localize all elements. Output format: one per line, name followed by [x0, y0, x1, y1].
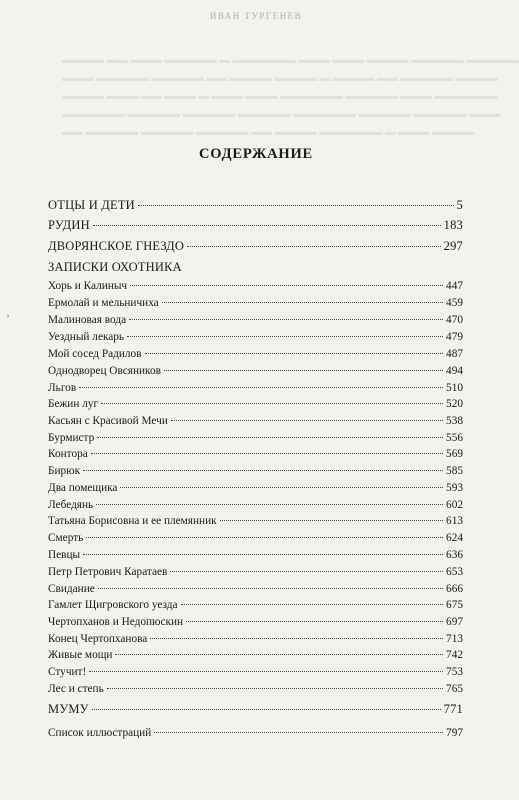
toc-entry-page: 797: [446, 727, 463, 739]
toc-entry: [48, 239, 463, 254]
toc-entry: [48, 683, 463, 695]
toc-entry-title: Конец Чертопханова: [48, 633, 148, 645]
toc-entry: [48, 260, 463, 275]
toc-entry-page: 666: [446, 583, 463, 595]
toc-entry-page: 742: [446, 649, 463, 661]
toc-entry: [48, 499, 463, 511]
toc-entry-title: Льгов: [48, 382, 77, 394]
toc-entry: [48, 566, 463, 578]
dot-leader: [96, 504, 443, 505]
toc-entry-page: 713: [446, 633, 463, 645]
toc-entry-page: 602: [446, 499, 463, 511]
dot-leader: [83, 470, 443, 471]
dot-leader: [97, 437, 443, 438]
book-page: ИВАН ТУРГЕНЕВ ▬▬▬▬ ▬▬ ▬▬▬ ▬▬▬▬▬ ▬ ▬▬▬▬▬▬ ▬▬▬ ▬▬▬ ▬▬▬▬ ▬▬▬▬▬ ▬▬▬▬▬ ▬▬▬ ▬▬▬▬▬ ▬▬▬▬▬ ▬▬ ▬▬▬▬ ▬▬▬▬ ▬ ▬▬▬▬ ▬▬ ▬▬▬▬▬ ▬▬▬▬ ▬▬▬▬ ▬▬▬ ▬▬ ▬▬▬ ▬ ▬▬▬ ▬▬▬ ▬▬▬▬▬▬ ▬▬▬▬▬ ▬▬▬ ▬▬▬▬▬▬ ▬▬▬▬▬▬ ▬▬▬▬▬ ▬▬▬▬▬ ▬▬▬▬▬ ▬▬▬▬▬▬ ▬▬▬▬▬ ▬▬▬▬▬ ▬▬▬ ▬▬ ▬▬▬▬▬ ▬▬▬▬▬ ▬▬▬▬▬ ▬▬ ▬▬▬▬ ▬▬▬▬▬▬ ▬ ▬▬▬ ▬▬▬▬ СОДЕРЖАНИЕ ОТЦЫ И ДЕТИ 5 РУДИН 183 ДВОРЯНСКОЕ ГНЕЗДО 297 ЗАПИСКИ ОХОТНИКА Хорь и Калиныч 447 Ермолай и мельничиха 459 Малиновая вода 470 Уездный лекарь 479 Мой сосед Радилов 487 Однодворец Овсяников 494 Льгов 510 Бежин луг 520 Касьян с Красивой Мечи 538 Бурмистр 556 Контора 569 Бирюк 585 Два помещика 593 Лебедянь 602 Татьяна Борисовна и ее племянник 613 Смерть 624 Певцы 636 Петр Петрович Каратаев 653 Свидание 666 Гамлет Щигровского уезда 675 Чертопханов и Недопюскин 697 Конец Чертопханова 713 Живые мощи 742 Стучит! 753 Лес и степь 765 МУМУ 771 Список иллюстраций 797 ʼ: [0, 0, 512, 800]
dot-leader: [162, 302, 443, 303]
toc-entry-title: ЗАПИСКИ ОХОТНИКА: [48, 260, 182, 274]
toc-entry-page: 459: [446, 297, 463, 309]
toc-entry-title: МУМУ: [48, 702, 89, 716]
dot-leader: [145, 353, 444, 354]
toc-entry-title: Касьян с Красивой Мечи: [48, 415, 168, 427]
toc-entry-title: Мой сосед Радилов: [48, 348, 142, 360]
toc-entry: [48, 331, 463, 343]
toc-entry: [48, 633, 463, 645]
toc-entry: [48, 549, 463, 561]
toc-entry-page: 510: [446, 382, 463, 394]
toc-entry-page: 297: [443, 239, 463, 253]
toc-entry-title: ОТЦЫ И ДЕТИ: [48, 198, 135, 212]
toc-entry-page: 697: [446, 616, 463, 628]
toc-entry-page: 585: [446, 465, 463, 477]
toc-entry: [48, 649, 463, 661]
toc-entry: [48, 198, 463, 213]
toc-entry: [48, 448, 463, 460]
dot-leader: [101, 403, 443, 404]
toc-entry-page: 624: [446, 532, 463, 544]
toc-entry-page: 653: [446, 566, 463, 578]
dot-leader: [171, 420, 443, 421]
toc-entry-title: Смерть: [48, 532, 84, 544]
toc-entry: [48, 532, 463, 544]
toc-entry-page: 479: [446, 331, 463, 343]
dot-leader: [181, 604, 444, 605]
toc-entry: [48, 382, 463, 394]
dot-leader: [130, 285, 443, 286]
toc-entry: [48, 365, 463, 377]
toc-entry: [48, 583, 463, 595]
toc-entry-page: 569: [446, 448, 463, 460]
dot-leader: [187, 246, 441, 247]
toc-entry: [48, 666, 463, 678]
dot-leader: [220, 520, 443, 521]
toc-entry-page: 487: [446, 348, 463, 360]
dot-leader: [86, 537, 443, 538]
toc-entry-title: Однодворец Овсяников: [48, 365, 161, 377]
margin-mark: ʼ: [6, 312, 10, 326]
toc-entry: [48, 727, 463, 739]
toc-entry-page: 675: [446, 599, 463, 611]
dot-leader: [98, 588, 443, 589]
dot-leader: [129, 319, 443, 320]
dot-leader: [127, 336, 443, 337]
toc-entry: [48, 280, 463, 292]
dot-leader: [92, 709, 441, 710]
dot-leader: [120, 487, 443, 488]
toc-entry-title: РУДИН: [48, 218, 90, 232]
dot-leader: [170, 571, 443, 572]
toc-entry-title: Живые мощи: [48, 649, 113, 661]
dot-leader: [107, 688, 443, 689]
toc-entry: [48, 702, 463, 717]
toc-entry-title: Список иллюстраций: [48, 727, 152, 739]
toc-entry-title: Уездный лекарь: [48, 331, 125, 343]
toc-entry: [48, 432, 463, 444]
toc-entry-page: 494: [446, 365, 463, 377]
toc-entry-title: Ермолай и мельничиха: [48, 297, 159, 309]
toc-entry: [48, 616, 463, 628]
toc-entry-page: 753: [446, 666, 463, 678]
toc-entry-title: Петр Петрович Каратаев: [48, 566, 168, 578]
toc-entry-title: Гамлет Щигровского уезда: [48, 599, 178, 611]
toc-entry-title: Татьяна Борисовна и ее племянник: [48, 515, 217, 527]
dot-leader: [164, 370, 443, 371]
toc-entry-title: Малиновая вода: [48, 314, 127, 326]
toc-entry-page: 593: [446, 482, 463, 494]
dot-leader: [79, 387, 443, 388]
dot-leader: [83, 554, 443, 555]
dot-leader: [138, 205, 454, 206]
dot-leader: [91, 453, 443, 454]
toc-entry: [48, 515, 463, 527]
toc-entry-title: Стучит!: [48, 666, 87, 678]
toc-entry-page: 538: [446, 415, 463, 427]
dot-leader: [154, 732, 443, 733]
toc-entry: [48, 482, 463, 494]
toc-entry-title: Контора: [48, 448, 88, 460]
dot-leader: [93, 225, 441, 226]
toc-entry-page: 556: [446, 432, 463, 444]
dot-leader: [150, 638, 443, 639]
toc-entry: [48, 465, 463, 477]
toc-entry: [48, 348, 463, 360]
toc-entry-page: 5: [456, 198, 463, 212]
toc-entry-title: Певцы: [48, 549, 81, 561]
toc-entry-title: Два помещика: [48, 482, 118, 494]
toc-entry-page: 520: [446, 398, 463, 410]
toc-entry: [48, 297, 463, 309]
toc-entry-page: 636: [446, 549, 463, 561]
toc-entry: [48, 415, 463, 427]
dot-leader: [115, 654, 443, 655]
toc-entry: [48, 599, 463, 611]
dot-leader: [186, 621, 443, 622]
toc-entry-page: 771: [443, 702, 463, 716]
toc-entry: [48, 314, 463, 326]
toc-entry-page: 183: [443, 218, 463, 232]
toc-entry-title: ДВОРЯНСКОЕ ГНЕЗДО: [48, 239, 185, 253]
dot-leader: [89, 671, 443, 672]
toc-entry-title: Бурмистр: [48, 432, 95, 444]
toc-entry-page: 765: [446, 683, 463, 695]
toc-entry-title: Бирюк: [48, 465, 81, 477]
toc-entry-page: 470: [446, 314, 463, 326]
toc-entry-page: 613: [446, 515, 463, 527]
toc-entry-title: Бежин луг: [48, 398, 99, 410]
toc-entry: [48, 218, 463, 233]
running-header: ИВАН ТУРГЕНЕВ: [209, 11, 303, 21]
toc-entry-title: Хорь и Калиныч: [48, 280, 128, 292]
toc-entry-title: Свидание: [48, 583, 95, 595]
toc-entry-page: 447: [446, 280, 463, 292]
toc-entry-title: Чертопханов и Недопюскин: [48, 616, 184, 628]
toc-entry-title: Лебедянь: [48, 499, 94, 511]
toc-title: СОДЕРЖАНИЕ: [198, 146, 314, 162]
toc-entry-title: Лес и степь: [48, 683, 104, 695]
toc-entry: [48, 398, 463, 410]
